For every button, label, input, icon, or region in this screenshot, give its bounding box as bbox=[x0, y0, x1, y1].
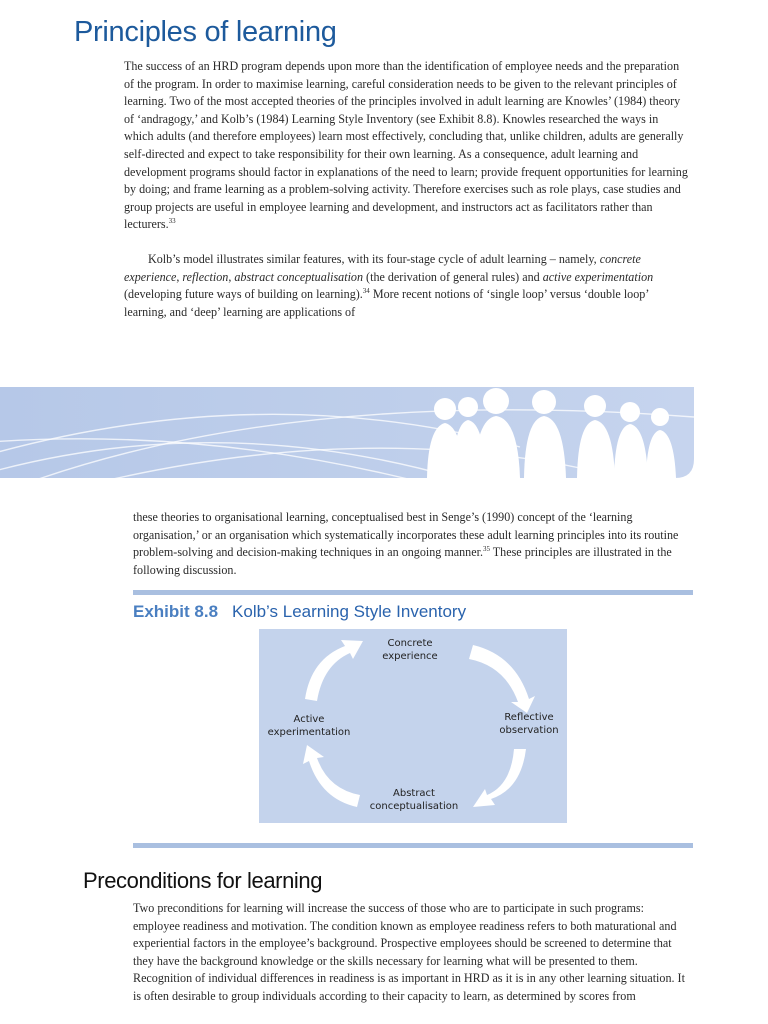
term-concrete-experience: concrete experience bbox=[124, 252, 641, 284]
paragraph-andragogy bbox=[124, 58, 690, 234]
section-title: Principles of learning bbox=[74, 16, 337, 48]
text-run: , bbox=[176, 269, 183, 284]
arrow-abstract-to-active-icon bbox=[303, 745, 360, 807]
text-run: (developing future ways of building on learning). bbox=[124, 287, 363, 302]
exhibit-caption bbox=[133, 602, 466, 622]
section-title-preconditions: Preconditions for learning bbox=[83, 868, 323, 893]
term-active-experimentation: active experimentation bbox=[542, 269, 654, 284]
paragraph-text: The success of an HRD program depends upon more than the identification of employee needs and the preparation of the program. In order to maximise learning, careful consideration needs to be given to the relevant principles of learning. Two of the most accepted theories of the principles involved in adult learning are Knowles’ (1984) theory of ‘andragogy,’ and Kolb’s (1984) Learning Style Inventory (see Exhibit 8.8). Knowles researched the ways in which adults (and therefore employees) learn most effectively, concluding that, unlike children, adults are generally self-directed and expect to take responsibility for their own learning. As a consequence, adult learning and development programs should factor in explanations of the need to learn; provide frequent opportunities for learning by doing; and frame learning as a problem-solving activity. Therefore exercises such as role plays, case studies and group projects are useful in employee learning and development, and instructors act as facilitators rather than lecturers. bbox=[124, 59, 688, 232]
footnote-ref-33[interactable]: 33 bbox=[168, 217, 176, 226]
paragraph-senge bbox=[133, 509, 689, 579]
term-abstract-conceptualisation: abstract conceptualisation bbox=[234, 269, 364, 284]
paragraph-preconditions: Two preconditions for learning will increase the success of those who are to participate in such programs: employee readiness and motivation. The condition known as employee readiness refers to both maturational and experiential factors in the employee’s background. Prospective employees should be screened to determine that they have the background knowledge or the skills necessary for learning what will be presented to them. Recognition of individual differences in readiness is as important in HRD as it is in any other learning situation. It is often desirable to group individuals according to their capacity to learn, as determined by scores from bbox=[133, 901, 685, 1003]
footnote-ref-34[interactable]: 34 bbox=[362, 287, 370, 296]
label-concrete-experience: Concrete experience bbox=[382, 638, 438, 662]
exhibit-title: Kolb’s Learning Style Inventory bbox=[232, 602, 467, 621]
text-run: Kolb’s model illustrates similar features, with its four-stage cycle of adult learning – namely, bbox=[148, 252, 600, 266]
arrow-active-to-concrete-icon bbox=[305, 640, 363, 701]
paragraph-kolb bbox=[124, 251, 690, 321]
kolb-cycle-diagram bbox=[259, 629, 567, 823]
label-reflective-observation: Reflective observation bbox=[499, 712, 559, 736]
text-run: , bbox=[228, 269, 235, 284]
label-active-experimentation: Active experimentation bbox=[267, 714, 351, 738]
decorative-banner bbox=[0, 387, 694, 478]
exhibit-number: Exhibit 8.8 bbox=[133, 602, 219, 621]
text-run: (the derivation of general rules) and bbox=[363, 269, 543, 284]
text-run: These principles are illustrated in the following discussion. bbox=[133, 545, 672, 577]
exhibit-bottom-rule bbox=[133, 843, 693, 848]
arrow-reflective-to-abstract-icon bbox=[473, 749, 526, 807]
term-reflection: reflection bbox=[182, 269, 229, 284]
exhibit-top-rule bbox=[133, 590, 693, 595]
arrow-concrete-to-reflective-icon bbox=[469, 645, 535, 713]
footnote-ref-35[interactable]: 35 bbox=[482, 545, 490, 554]
text-run: these theories to organisational learning, conceptualised best in Senge’s (1990) concept of the ‘learning organisation,’ or an organisation which systematically incorporates these adult learning principles into its routine problem-solving and decision-making techniques in an ongoing manner. bbox=[133, 510, 679, 560]
text-run: More recent notions of ‘single loop’ versus ‘double loop’ learning, and ‘deep’ learning are applications of bbox=[124, 287, 649, 319]
label-abstract-conceptualisation: Abstract conceptualisation bbox=[369, 788, 459, 812]
